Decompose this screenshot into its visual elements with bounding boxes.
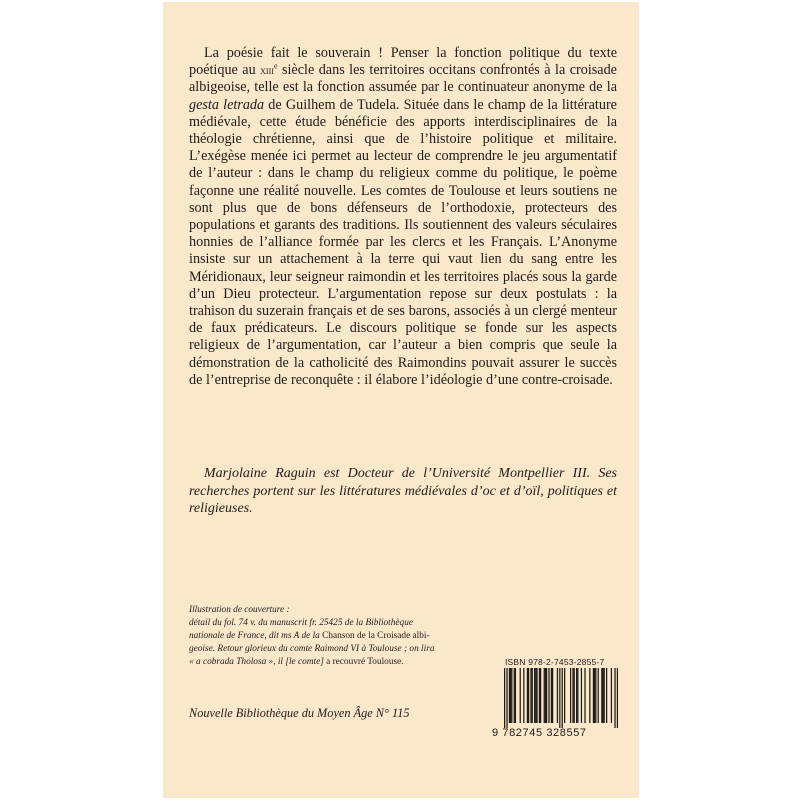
barcode-bar xyxy=(576,668,577,723)
barcode-bar xyxy=(577,668,578,723)
barcode-bar xyxy=(564,668,565,723)
barcode-bar xyxy=(551,668,552,723)
author-bio: Marjolaine Raguin est Docteur de l’Université Montpellier III. Ses recherches portent sur les littératures médiévales d’oc et d’oïl, politiques et religieuses. xyxy=(189,466,617,516)
barcode-digits: 9 782745 328557 xyxy=(492,727,587,739)
barcode-bar xyxy=(523,668,524,723)
barcode-bar xyxy=(574,668,575,723)
barcode-bar xyxy=(606,668,607,723)
barcode-bar xyxy=(557,668,558,723)
illustration-quote: « a cobrada Tholosa », il xyxy=(189,657,286,667)
barcode-bar xyxy=(548,668,549,723)
barcode-bar xyxy=(572,668,573,723)
barcode-bar xyxy=(530,668,531,723)
barcode-bars xyxy=(492,668,618,728)
barcode-bar xyxy=(534,668,535,723)
gesta-letrada-title: gesta letrada xyxy=(189,96,265,113)
illustration-credit xyxy=(189,604,489,669)
isbn-label: ISBN 978-2-7453-2855-7 xyxy=(505,657,605,667)
barcode-bar xyxy=(532,668,533,723)
barcode-bar xyxy=(520,668,521,723)
barcode-bar xyxy=(506,668,507,728)
series-title: Nouvelle Bibliothèque du Moyen Âge N° 115 xyxy=(189,706,410,720)
abstract-text xyxy=(189,45,617,389)
barcode-bar xyxy=(536,668,537,723)
barcode-bar xyxy=(528,668,529,723)
century-numeral: xiii xyxy=(260,63,274,78)
abstract-part-1: La poésie fait le souverain ! Penser la fonction politique du texte poétique au xyxy=(189,45,617,79)
illustration-text: nationale de France, dit ms A de la xyxy=(189,631,323,641)
illustration-text: a recouvré Toulouse. xyxy=(323,657,404,667)
barcode-bar xyxy=(562,668,563,728)
barcode-bar xyxy=(601,668,602,723)
barcode-bar xyxy=(515,668,516,723)
barcode-bar xyxy=(539,668,540,723)
illustration-line: Illustration de couverture : xyxy=(189,605,290,615)
barcode-bar xyxy=(546,668,547,723)
illustration-bracket: [le comte] xyxy=(285,657,324,667)
barcode-bar xyxy=(604,668,605,723)
barcode-bar xyxy=(514,668,515,723)
century-superscript: e xyxy=(273,61,278,71)
barcode-bar xyxy=(595,668,596,723)
barcode-bar xyxy=(511,668,512,723)
barcode-bar xyxy=(552,668,553,723)
barcode-bar xyxy=(527,668,528,723)
abstract-part-3: de Guilhem de Tudela. Située dans le champ de la littérature médiévale, cette étude bénéficie des apports interdisciplinaires de la théologie chrétienne, ainsi que de l’histoire politique et militaire. L’exégèse menée ici permet au lecteur de comprendre le jeu argumentatif de l’auteur : dans le champ du religieux comme du politique, le poème façonne une réalité nouvelle. Les comtes de Toulouse et leurs soutiens ne sont plus que de bons défenseurs de l’orthodoxie, protecteurs des populations et garants des traditions. Ils soutiennent des valeurs séculaires honnies de l’alliance formée par les clercs et les Français. L’Anonyme insiste sur un attachement à la terre qui vaut lien du sang entre les Méridionaux, leur seigneur raimondin et les territoires placés sous la garde d’un Dieu protecteur. L’argumentation repose sur deux postulats : la trahison du suzerain français et de ses barons, associés à un clergé menteur de faux prédicateurs. Le discours politique se fonde sur les aspects religieux de l’argumentation, car l’auteur a bien compris que seule la démonstration de la catholicité des Raimondins pouvait assurer le succès de l’entreprise de reconquête : il élabore l’idéologie d’une contre-croisade. xyxy=(189,96,617,388)
illustration-line xyxy=(189,630,489,643)
barcode-bar xyxy=(602,668,603,723)
barcode-bar xyxy=(510,668,511,723)
barcode-bar xyxy=(544,668,545,723)
barcode-bar xyxy=(598,668,599,723)
illustration-line xyxy=(189,656,489,669)
barcode-bar xyxy=(570,668,571,723)
barcode-bar xyxy=(540,668,541,723)
barcode-bar xyxy=(611,668,612,723)
barcode-bar xyxy=(509,668,510,723)
barcode-bar xyxy=(559,668,560,728)
abstract-paragraph xyxy=(189,45,617,389)
barcode-bar xyxy=(617,668,618,728)
barcode-bar xyxy=(593,668,594,723)
barcode-bar xyxy=(614,668,615,728)
barcode-bar xyxy=(504,668,505,728)
abstract-part-2: siècle dans les territoires occitans confrontés à la croisade albigeoise, telle est la fonction assumée par le continuateur anonyme de la xyxy=(189,62,617,96)
chanson-title: Chanson de la Croisade albi- xyxy=(322,631,430,641)
barcode-bar xyxy=(545,668,546,723)
illustration-line: détail du fol. 74 v. du manuscrit fr. 25425 de la Bibliothèque xyxy=(189,618,413,628)
barcode-bar xyxy=(589,668,590,723)
barcode-bar xyxy=(584,668,585,723)
illustration-line: geoise. Retour glorieux du comte Raimond VI à Toulouse ; on lira xyxy=(189,644,435,654)
barcode-bar xyxy=(535,668,536,723)
barcode-bar xyxy=(581,668,582,723)
barcode-bar xyxy=(594,668,595,723)
